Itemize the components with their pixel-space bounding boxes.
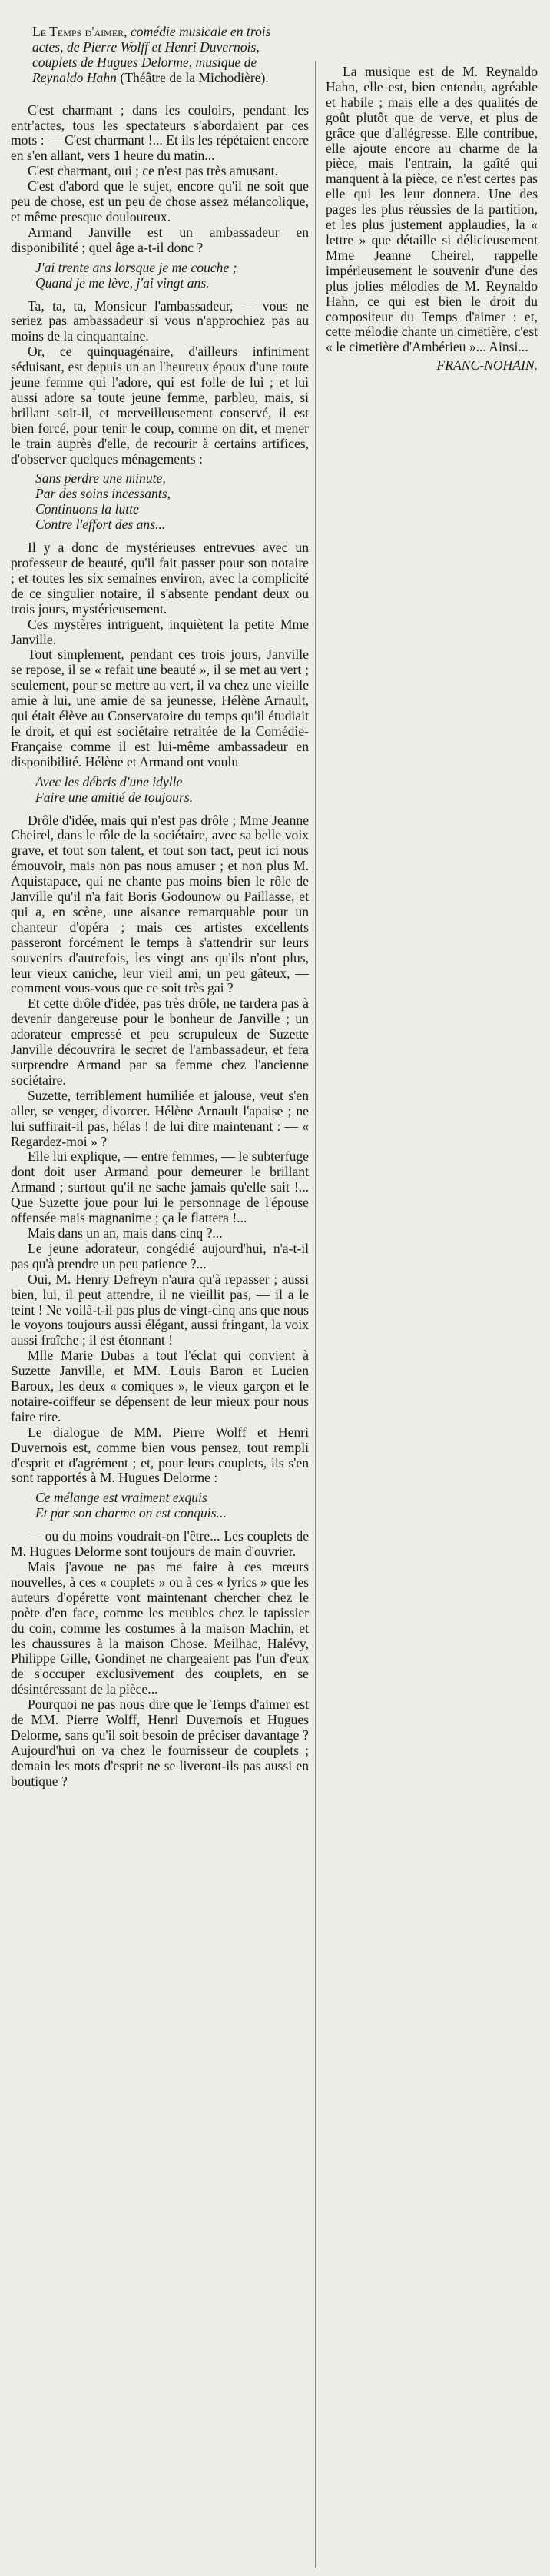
verse-quote <box>35 471 309 533</box>
paragraph: Le dialogue de MM. Pierre Wolff et Henri Duvernois est, comme bien vous pensez, tout rempli d'esprit et d'agrément ; et, pour leurs couplets, ils s'en sont rapportés à M. Hugues Delorme : <box>11 1424 309 1486</box>
verse-line: Avec les débris d'une idylle <box>35 773 183 789</box>
verse-line: Quand je me lève, j'ai vingt ans. <box>35 274 210 291</box>
paragraph: Mais dans un an, mais dans cinq ?... <box>28 1225 223 1241</box>
paragraph: Mlle Marie Dubas a tout l'éclat qui convient à Suzette Janville, et MM. Louis Baron et Lucien Baroux, les deux « comiques », le vieux garçon et le notaire-coiffeur se dépensent de leur mieux pour nous faire rire. <box>11 1348 309 1424</box>
paragraph: Et cette drôle d'idée, pas très drôle, ne tardera pas à devenir dangereuse pour le bonheur de Janville ; un adorateur empressé et peu scrupuleux de Suzette Janville découvrira le secret de l'ambassadeur, et fera surprendre Armand par sa femme chez l'ancienne sociétaire. <box>11 995 309 1088</box>
verse-line: Et par son charme on est conquis... <box>35 1505 227 1521</box>
paragraph: C'est d'abord que le sujet, encore qu'il ne soit que peu de chose, est un peu de chose assez mélancolique, et même presque douloureux. <box>11 178 309 224</box>
verse-quote <box>35 1491 309 1521</box>
paragraph: Oui, M. Henry Defreyn n'aura qu'à repasser ; aussi bien, lui, il peut attendre, il ne vieillit pas, — il a le teint ! Ne voilà-t-il pas plus de vingt-cinq ans que nous le voyons toujours aussi élégant, aussi fringant, la voix aussi fraîche ; il est étonnant ! <box>11 1271 309 1348</box>
right-column <box>326 65 538 374</box>
verse-quote <box>35 261 309 291</box>
left-column <box>11 25 309 1790</box>
paragraph: Mais j'avoue ne pas me faire à ces mœurs nouvelles, à ces « couplets » ou à ces « lyrics » que les auteurs d'opérette vont maintenant chercher chez le poète d'en face, comme les meubles chez le tapissier du coin, comme les costumes à la maison Machin, et les chaussures à la maison Chose. Meilhac, Halévy, Philippe Gille, Gondinet ne chargeaient pas l'un d'eux de s'occuper exclusivement des couplets, en se désintéressant de la pièce... <box>11 1559 309 1697</box>
paragraph: Or, ce quinquagénaire, d'ailleurs infiniment séduisant, est depuis un an l'heureux époux d'une toute jeune femme qui l'adore, qui est folle de lui ; et lui aussi adore sa toute jeune femme, parbleu, mais, si brillant soit-il, et merveilleusement conservé, il est bien forcé, pour tenir le coup, comme on dit, et mener le train auprès d'elle, de recourir à certains artifices, d'observer quelques ménagements : <box>11 344 309 467</box>
paragraph: Ta, ta, ta, Monsieur l'ambassadeur, — vous ne seriez pas ambassadeur si vous n'approchiez pas au moins de la cinquantaine. <box>11 297 309 344</box>
verse-line: Par des soins incessants, <box>35 486 171 502</box>
paragraph: Elle lui explique, — entre femmes, — le subterfuge dont doit user Armand pour demeurer le brillant Armand ; surtout qu'il ne sache jamais qu'elle sait !... Que Suzette joue pour lui le personnage de l'épouse offensée mais magnanime ; ça le flattera !... <box>11 1148 309 1226</box>
verse-line: Continuons la lutte <box>35 501 139 517</box>
verse-line: Sans perdre une minute, <box>35 470 166 487</box>
paragraph: La musique est de M. Reynaldo Hahn, elle est, bien entendu, agréable et habile ; mais elle a des qualités de goût plutôt que de verve, et plus de grâce que d'allégresse. Elle contribue, elle ajoute encore au charme de la pièce, mais l'entrain, la gaîté qui manquent à la pièce, ce n'est certes pas elle qui les leur donnera. Une des pages les plus réussies de la partition, et les plus justement applaudies, la « lettre » que détaille si délicieusement Mme Jeanne Cheirel, rappelle impérieusement le souvenir d'une des plus jolies mélodies de M. Reynaldo Hahn, ce qui est bien le droit du compositeur du Temps d'aimer : et, cette mélodie chante un cimetière, c'est « le cimetière d'Ambérieu »... Ainsi... <box>326 64 538 355</box>
review-heading <box>11 25 309 86</box>
author-signature: FRANC-NOHAIN. <box>436 357 538 374</box>
verse-line: Ce mélange est vraiment exquis <box>35 1490 207 1506</box>
paragraph: C'est charmant, oui ; ce n'est pas très amusant. <box>28 163 278 179</box>
paragraph: Suzette, terriblement humiliée et jalouse, veut s'en aller, se venger, divorcer. Hélène Arnault l'apaise ; ne lui suffirait-il pas, hélas ! de lui dire maintenant : — « Regardez-moi » ? <box>11 1087 309 1149</box>
paragraph: — ou du moins voudrait-on l'être... Les couplets de M. Hugues Delorme sont toujours de main d'ouvrier. <box>11 1528 309 1560</box>
heading-title: Le Temps d'aimer, <box>32 24 128 39</box>
verse-quote <box>35 775 309 806</box>
heading-venue: (Théâtre de la Michodière). <box>120 69 269 85</box>
column-divider <box>315 61 316 2568</box>
verse-line: J'ai trente ans lorsque je me couche ; <box>35 259 237 275</box>
verse-line: Faire une amitié de toujours. <box>35 789 194 805</box>
paragraph: Tout simplement, pendant ces trois jours, Janville se repose, il se « refait une beauté », il se met au vert ; seulement, pour se mettre au vert, il va chez une vieille amie à lui, une amie de sa jeunesse, Hélène Arnault, qui était élève au Conservatoire du temps qu'il étudiait le droit, et qui est sociétaire retraitée de la Comédie-Française comme il est lui-même ambassadeur en disponibilité. Hélène et Armand ont voulu <box>11 646 309 769</box>
paragraph: Ces mystères intriguent, inquiètent la petite Mme Janville. <box>11 616 309 647</box>
paragraph: Armand Janville est un ambassadeur en disponibilité ; quel âge a-t-il donc ? <box>11 224 309 255</box>
verse-line: Contre l'effort des ans... <box>35 517 166 533</box>
heading-description: comédie musicale en trois actes, de Pierre Wolff et Henri Duvernois, couplets de Hugues Delorme, musique de Reynaldo Hahn <box>32 24 271 85</box>
paragraph: Le jeune adorateur, congédié aujourd'hui, n'a-t-il pas qu'à prendre un peu patience ?... <box>11 1240 309 1271</box>
paragraph: Drôle d'idée, mais qui n'est pas drôle ; Mme Jeanne Cheirel, dans le rôle de la sociétaire, avec sa belle voix grave, et tout son talent, et tout son tact, peut ici nous émouvoir, mais non pas nous amuser ; et non plus M. Aquistapace, qui ne chante pas moins bien le rôle de Janville qu'il n'a fait Boris Godounow ou Paillasse, et qui a, en scène, une aisance remarquable pour un chanteur d'opéra ; mais ces artistes excellents passeront forcément le temps à s'attendrir sur leurs souvenirs d'autrefois, les vingt ans qu'ils n'ont plus, leur vieux caniche, leur vieil ami, un peu gâteux, — comment vous-vous que ce soit très gai ? <box>11 812 309 996</box>
paragraph: Pourquoi ne pas nous dire que le Temps d'aimer est de MM. Pierre Wolff, Henri Duvernois et Hugues Delorme, sans qu'il soit besoin de préciser davantage ? Aujourd'hui on va chez le fournisseur de couplets ; demain les mots d'esprit ne se liveront-ils pas aussi en boutique ? <box>11 1697 309 1789</box>
paragraph: Il y a donc de mystérieuses entrevues avec un professeur de beauté, qu'il fait passer pour son notaire ; et toutes les six semaines environ, avec la complicité de ce singulier notaire, il s'absente pendant deux ou trois jours, mystérieusement. <box>11 540 309 617</box>
paragraph: C'est charmant ; dans les couloirs, pendant les entr'actes, tous les spectateurs s'abordaient par ces mots : — C'est charmant !... Et ils les répétaient encore en s'en allant, vers 1 heure du matin... <box>11 101 309 164</box>
